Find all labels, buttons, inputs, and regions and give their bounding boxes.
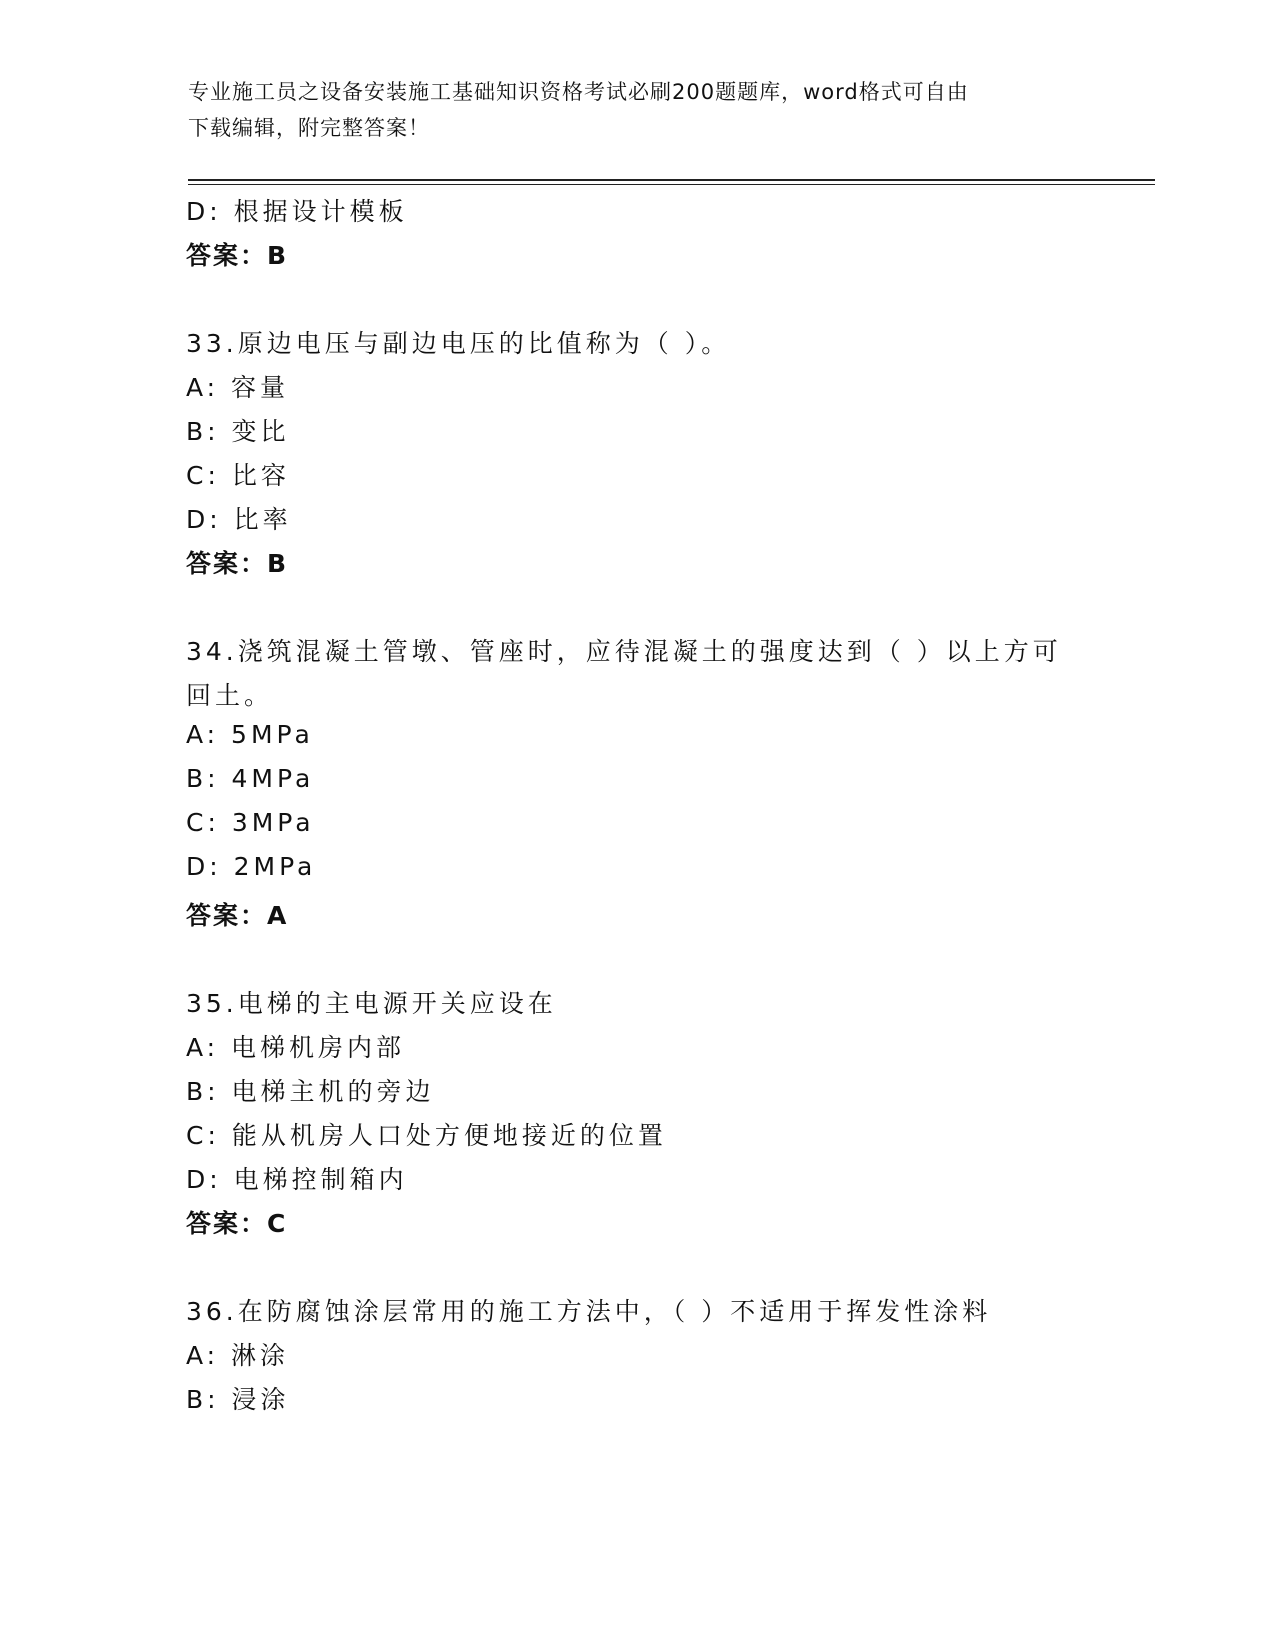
q32-option-d: D: 根据设计模板 bbox=[186, 197, 408, 226]
q35-option-d: D: 电梯控制箱内 bbox=[186, 1165, 408, 1194]
q35-option-a: A: 电梯机房内部 bbox=[186, 1033, 406, 1062]
q35-question: 35.电梯的主电源开关应设在 bbox=[186, 989, 557, 1018]
q35-option-c: C: 能从机房人口处方便地接近的位置 bbox=[186, 1121, 667, 1150]
q35-answer: 答案：C bbox=[186, 1209, 288, 1238]
q34-option-a: A: 5MPa bbox=[186, 720, 314, 749]
header-line-1: 专业施工员之设备安装施工基础知识资格考试必刷200题题库，word格式可自由 bbox=[188, 80, 969, 104]
q34-question-cont: 回土。 bbox=[186, 681, 274, 710]
document-header bbox=[188, 74, 1068, 146]
q33-option-b: B: 变比 bbox=[186, 417, 290, 446]
header-line-2: 下载编辑，附完整答案！ bbox=[188, 116, 430, 140]
q36-option-a: A: 淋涂 bbox=[186, 1341, 290, 1370]
q32-answer: 答案：B bbox=[186, 241, 289, 270]
q34-question: 34.浇筑混凝土管墩、管座时，应待混凝土的强度达到（ ）以上方可 bbox=[186, 637, 1062, 666]
q36-question: 36.在防腐蚀涂层常用的施工方法中，（ ）不适用于挥发性涂料 bbox=[186, 1297, 992, 1326]
q33-answer: 答案：B bbox=[186, 549, 289, 578]
q33-option-c: C: 比容 bbox=[186, 461, 290, 490]
q34-option-d: D: 2MPa bbox=[186, 852, 317, 881]
q34-option-c: C: 3MPa bbox=[186, 808, 315, 837]
header-divider bbox=[188, 179, 1155, 181]
q33-question: 33.原边电压与副边电压的比值称为（ ）。 bbox=[186, 329, 731, 358]
header-divider-thin bbox=[188, 184, 1155, 185]
q33-option-d: D: 比率 bbox=[186, 505, 292, 534]
q36-option-b: B: 浸涂 bbox=[186, 1385, 290, 1414]
q34-answer: 答案：A bbox=[186, 901, 289, 930]
q33-option-a: A: 容量 bbox=[186, 373, 290, 402]
q35-option-b: B: 电梯主机的旁边 bbox=[186, 1077, 435, 1106]
q34-option-b: B: 4MPa bbox=[186, 764, 315, 793]
